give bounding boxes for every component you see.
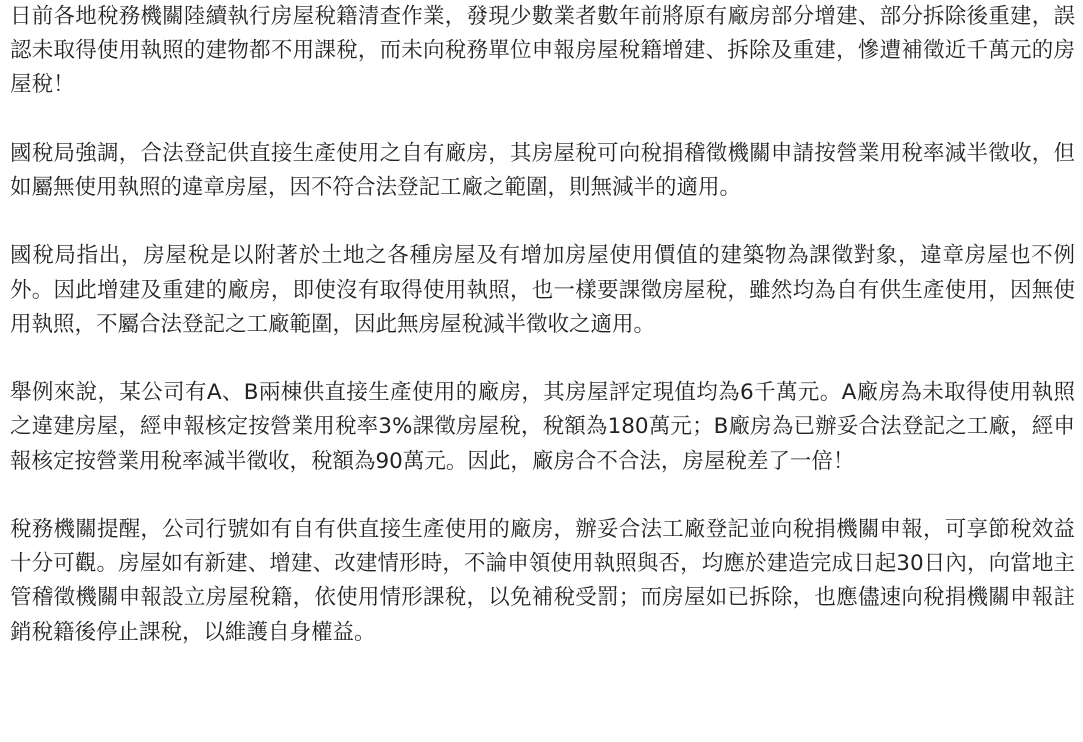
paragraph-5: 稅務機關提醒，公司行號如有自有供直接生產使用的廠房，辦妥合法工廠登記並向稅捐機關申報，可享節稅效益十分可觀。房屋如有新建、增建、改建情形時，不論申領使用執照與否，均應於建造完成日起30日內，向當地主管稽徵機關申報設立房屋稅籍，依使用情形課稅，以免補稅受罰；而房屋如已拆除，也應儘速向稅捐機關申報註銷稅籍後停止課稅，以維護自身權益。: [10, 516, 1075, 645]
paragraph-1: 日前各地稅務機關陸續執行房屋稅籍清查作業，發現少數業者數年前將原有廠房部分增建、部分拆除後重建，誤認未取得使用執照的建物都不用課稅，而未向稅務單位申報房屋稅籍增建、拆除及重建，慘遭補徵近千萬元的房屋稅！: [10, 4, 1075, 98]
paragraph-4: 舉例來說，某公司有A、B兩棟供直接生產使用的廠房，其房屋評定現值均為6千萬元。A廠房為未取得使用執照之違建房屋，經申報核定按營業用稅率3%課徵房屋稅，稅額為180萬元；B廠房為已辦妥合法登記之工廠，經申報核定按營業用稅率減半徵收，稅額為90萬元。因此，廠房合不合法，房屋稅差了一倍！: [10, 380, 1075, 474]
article-body: [10, 0, 1075, 650]
paragraph-2: 國稅局強調，合法登記供直接生產使用之自有廠房，其房屋稅可向稅捐稽徵機關申請按營業用稅率減半徵收，但如屬無使用執照的違章房屋，因不符合法登記工廠之範圍，則無減半的適用。: [10, 140, 1075, 200]
paragraph-3: 國稅局指出，房屋稅是以附著於土地之各種房屋及有增加房屋使用價值的建築物為課徵對象，違章房屋也不例外。因此增建及重建的廠房，即使沒有取得使用執照，也一樣要課徵房屋稅，雖然均為自有供生產使用，因無使用執照，不屬合法登記之工廠範圍，因此無房屋稅減半徵收之適用。: [10, 243, 1075, 337]
